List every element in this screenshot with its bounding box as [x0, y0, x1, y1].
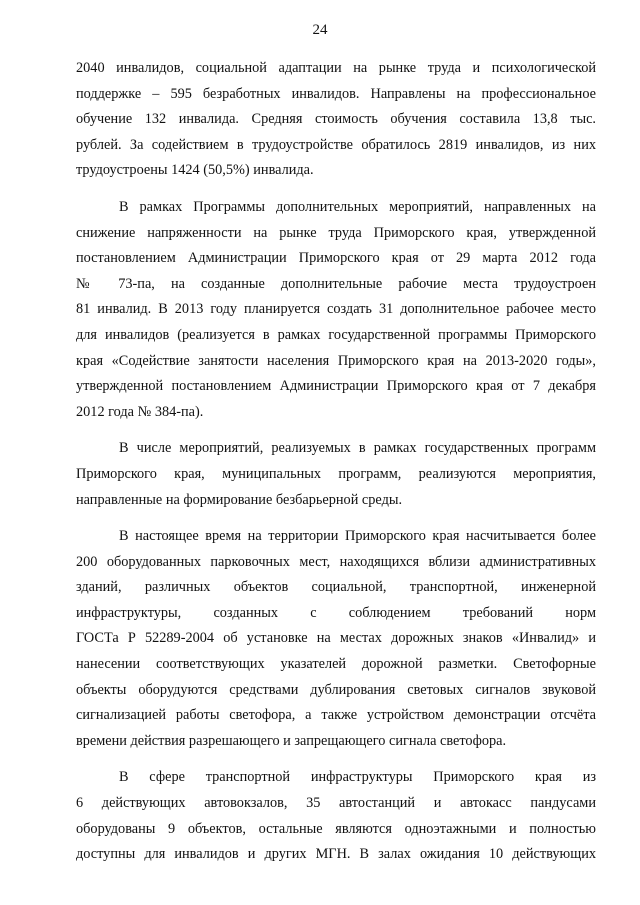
- text-line: инфраструктуры, созданных с соблюдением требований норм: [76, 604, 596, 621]
- text-line: для инвалидов (реализуется в рамках государственной программы Приморского: [76, 326, 596, 343]
- text-line: 2012 года № 384-па).: [76, 403, 204, 420]
- text-line: зданий, различных объектов социальной, транспортной, инженерной: [76, 579, 596, 596]
- text-line: В рамках Программы дополнительных мероприятий, направленных на: [119, 198, 596, 215]
- text-line: В сфере транспортной инфраструктуры Приморского края из: [119, 769, 596, 786]
- text-line: ГОСТа Р 52289-2004 об установке на местах дорожных знаков «Инвалид» и: [76, 630, 596, 647]
- text-line: № 73-па, на созданные дополнительные рабочие места трудоустроен: [76, 275, 596, 292]
- paragraph: [76, 765, 596, 867]
- text-line: сигнализацией работы светофора, а также устройством демонстрации отсчёта: [76, 707, 596, 724]
- text-line: нанесении соответствующих указателей дорожной разметки. Светофорные: [76, 656, 596, 673]
- text-line: времени действия разрешающего и запрещающего сигнала светофора.: [76, 732, 507, 749]
- text-line: рублей. За содействием в трудоустройстве обратилось 2819 инвалидов, из них: [76, 136, 596, 153]
- text-line: Приморского края, муниципальных программ, реализуются мероприятия,: [76, 465, 596, 482]
- text-line: трудоустроены 1424 (50,5%) инвалида.: [76, 162, 314, 179]
- text-line: 200 оборудованных парковочных мест, находящихся вблизи административных: [76, 553, 596, 570]
- text-line: края «Содействие занятости населения Приморского края на 2013-2020 годы»,: [76, 352, 596, 369]
- text-line: оборудованы 9 объектов, остальные являются одноэтажными и полностью: [76, 820, 596, 837]
- paragraph: [76, 524, 596, 754]
- document-body: [76, 56, 596, 879]
- text-line: доступны для инвалидов и других МГН. В залах ожидания 10 действующих: [76, 846, 596, 863]
- text-line: объекты оборудуются средствами дублирования световых сигналов звуковой: [76, 681, 596, 698]
- text-line: В числе мероприятий, реализуемых в рамках государственных программ: [119, 440, 596, 457]
- text-line: 6 действующих автовокзалов, 35 автостанций и автокасс пандусами: [76, 795, 596, 812]
- page-number: 24: [312, 22, 328, 38]
- text-line: снижение напряженности на рынке труда Приморского края, утвержденной: [76, 224, 596, 241]
- paragraph: [76, 436, 596, 513]
- text-line: 81 инвалид. В 2013 году планируется создать 31 дополнительное рабочее место: [76, 301, 596, 318]
- text-line: утвержденной постановлением Администрации Приморского края от 7 декабря: [76, 378, 596, 395]
- text-line: поддержке – 595 безработных инвалидов. Направлены на профессиональное: [76, 85, 596, 102]
- text-line: В настоящее время на территории Приморского края насчитывается более: [119, 528, 596, 545]
- text-line: обучение 132 инвалида. Средняя стоимость обучения составила 13,8 тыс.: [76, 111, 596, 128]
- paragraph: [76, 195, 596, 425]
- text-line: 2040 инвалидов, социальной адаптации на рынке труда и психологической: [76, 60, 596, 76]
- text-line: направленные на формирование безбарьерной среды.: [76, 491, 403, 508]
- text-line: постановлением Администрации Приморского края от 29 марта 2012 года: [76, 250, 596, 267]
- paragraph: [76, 56, 596, 184]
